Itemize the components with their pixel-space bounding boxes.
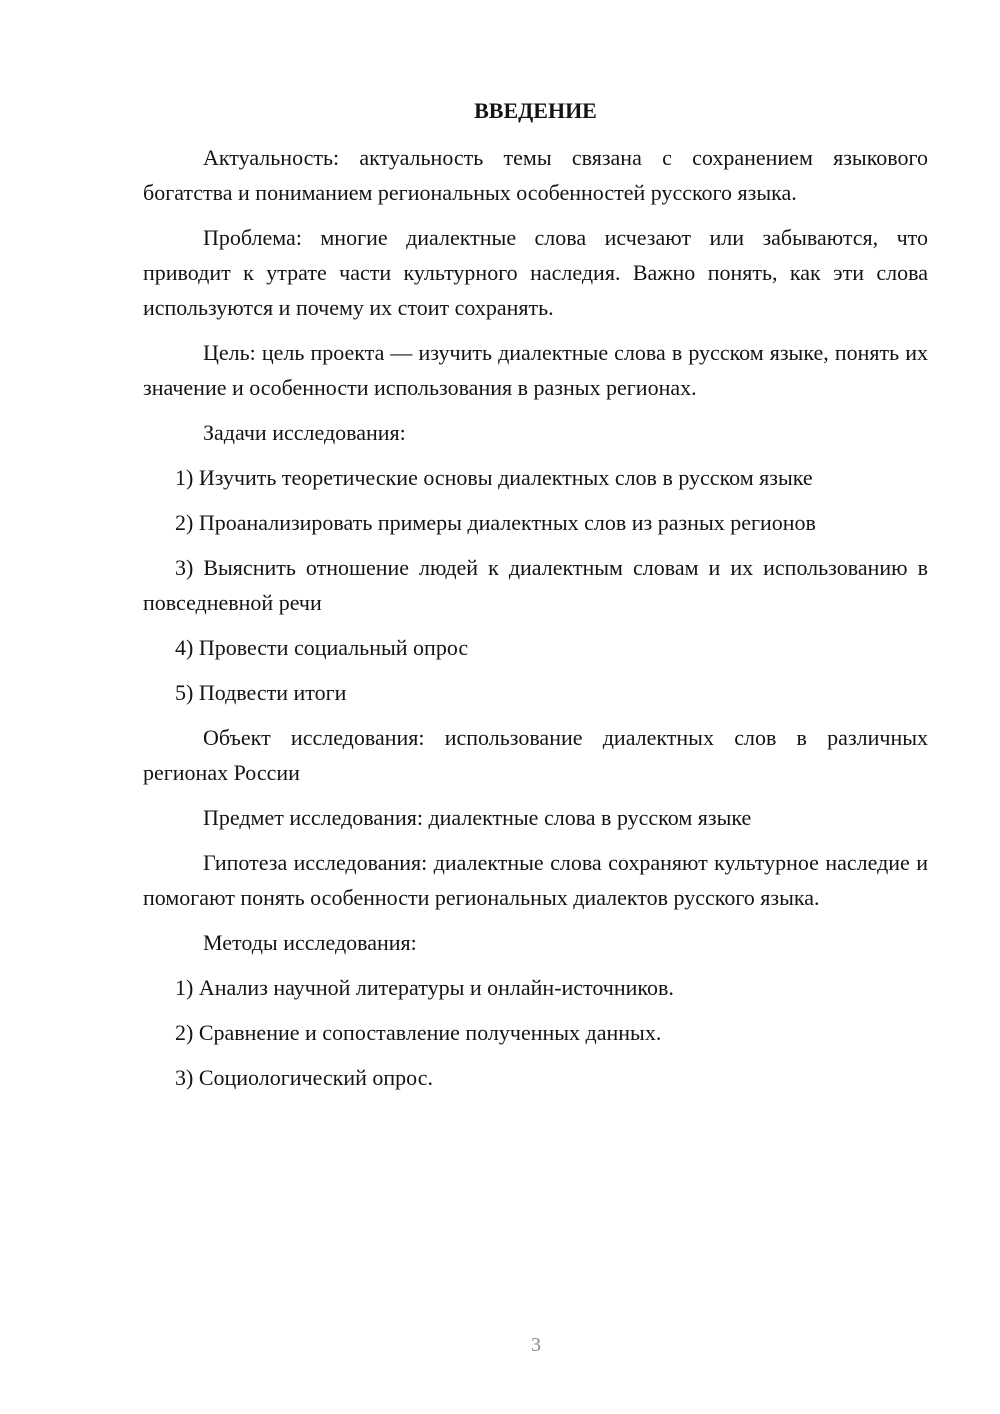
object-paragraph: Объект исследования: использование диалектных слов в различных регионах России <box>143 725 928 785</box>
list-item: 5) Подвести итоги <box>175 680 347 705</box>
hypothesis-paragraph: Гипотеза исследования: диалектные слова сохраняют культурное наследие и помогают понять особенности региональных диалектов русского языка. <box>143 850 928 910</box>
relevance-paragraph: Актуальность: актуальность темы связана с сохранением языкового богатства и пониманием региональных особенностей русского языка. <box>143 145 928 205</box>
goal-paragraph: Цель: цель проекта — изучить диалектные слова в русском языке, понять их значение и особенности использования в разных регионах. <box>143 340 928 400</box>
document-page <box>143 96 928 1105</box>
list-item: 2) Проанализировать примеры диалектных слов из разных регионов <box>175 510 816 535</box>
tasks-heading: Задачи исследования: <box>203 420 406 445</box>
list-item: 3) Выяснить отношение людей к диалектным словам и их использованию в повседневной речи <box>143 555 928 615</box>
subject-paragraph: Предмет исследования: диалектные слова в русском языке <box>203 805 752 830</box>
page-number: 3 <box>531 1334 541 1356</box>
list-item: 2) Сравнение и сопоставление полученных данных. <box>175 1020 662 1045</box>
problem-paragraph: Проблема: многие диалектные слова исчезают или забываются, что приводит к утрате части культурного наследия. Важно понять, как эти слова используются и почему их стоит сохранять. <box>143 225 928 320</box>
page-title: ВВЕДЕНИЕ <box>474 98 597 123</box>
list-item: 4) Провести социальный опрос <box>175 635 469 660</box>
list-item: 3) Социологический опрос. <box>175 1065 433 1090</box>
list-item: 1) Изучить теоретические основы диалектных слов в русском языке <box>175 465 813 490</box>
list-item: 1) Анализ научной литературы и онлайн-источников. <box>175 975 674 1000</box>
methods-heading: Методы исследования: <box>203 930 417 955</box>
